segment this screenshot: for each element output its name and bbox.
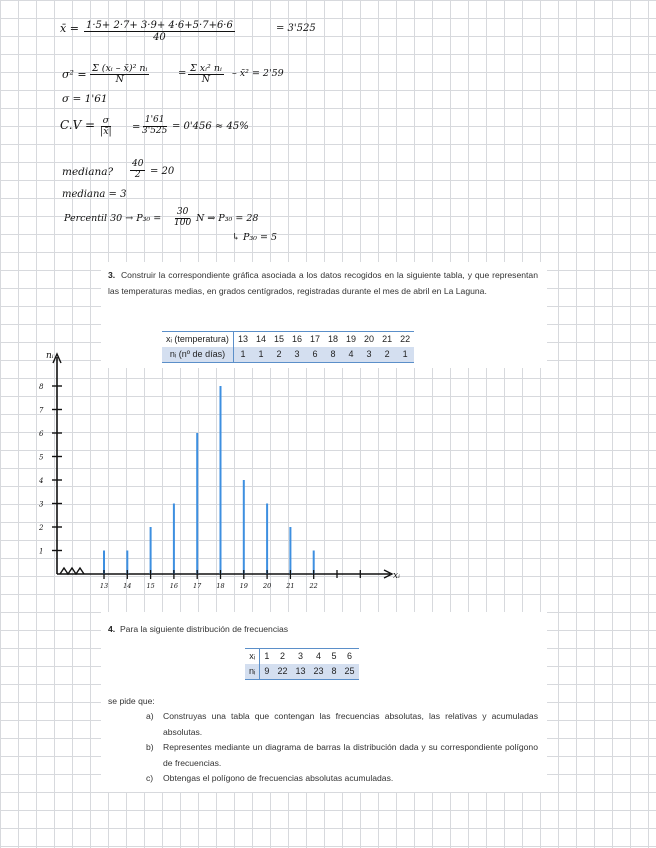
table-cell: 1	[396, 347, 414, 363]
list-item-text: Representes mediante un diagrama de barras la distribución dada y su correspondiente polígono de frecuencias.	[163, 742, 538, 768]
y-tick-label: 7	[39, 406, 44, 415]
x-tick-label: 13	[99, 582, 109, 590]
x-tick-label: 16	[169, 582, 179, 590]
table-cell: 6	[306, 347, 324, 363]
cv-fraction-1	[100, 116, 112, 138]
median-numerator: 40	[132, 159, 144, 169]
cv-result: = 0'456 ≈ 45%	[172, 121, 249, 132]
xi-row-label: xᵢ	[245, 649, 260, 665]
x-tick-label: 18	[216, 582, 225, 590]
percentile-numerator: 30	[176, 207, 189, 217]
table-cell: 8	[327, 664, 340, 680]
median-denominator: 2	[134, 169, 141, 180]
exercise-3-statement: Construir la correspondiente gráfica asociada a los datos recogidos en la siguiente tabla, y que representan las temperaturas medias, en grados centígrados, registradas durante el mes de abril en La Laguna.	[108, 270, 538, 296]
cv-denominator-1: |x̄|	[100, 126, 112, 138]
list-item	[108, 740, 538, 771]
y-axis-label: nᵢ	[46, 351, 54, 361]
x-tick-label: 17	[193, 582, 202, 590]
mean-numerator: 1·5+ 2·7+ 3·9+ 4·6+5·7+6·6	[86, 20, 233, 31]
table-cell: 4	[342, 347, 360, 363]
table-cell: 2	[378, 347, 396, 363]
ni-row-label: nᵢ	[245, 664, 260, 680]
table-cell: 1	[260, 649, 274, 665]
cv-fraction-2	[142, 116, 167, 137]
days-row-label: nᵢ (nº de días)	[162, 347, 233, 363]
y-tick-label: 4	[39, 477, 44, 485]
table-cell: 4	[309, 649, 327, 665]
table-cell: 2	[273, 649, 291, 665]
table-cell: 3	[360, 347, 378, 363]
table-cell: 5	[327, 649, 340, 665]
mean-denominator: 40	[153, 32, 166, 43]
y-tick-label: 8	[39, 383, 44, 391]
table-cell: 1	[252, 347, 270, 363]
temperature-bar-chart	[0, 345, 656, 605]
median-question: mediana?	[62, 166, 114, 178]
cv-numerator-2: 1'61	[144, 115, 165, 125]
exercise-3-text	[108, 268, 538, 299]
variance-fraction-2	[188, 64, 224, 86]
table-cell: 22	[396, 332, 414, 348]
table-cell: 22	[273, 664, 291, 680]
y-tick-label: 3	[39, 500, 44, 509]
axis-break	[60, 568, 84, 574]
x-axis-label: xᵢ	[393, 571, 400, 581]
table-cell: 3	[288, 347, 306, 363]
median-half: = 20	[150, 166, 175, 177]
table-cell: 14	[252, 332, 270, 348]
table-cell: 13	[291, 664, 309, 680]
x-tick-label: 15	[146, 582, 155, 590]
exercise-3-number: 3.	[108, 270, 116, 280]
variance-numerator-1: Σ (xᵢ – x̄)² nᵢ	[92, 63, 148, 74]
table-cell: 2	[270, 347, 288, 363]
mean-label: x̄ =	[60, 22, 79, 35]
list-item-marker: b)	[146, 742, 154, 752]
list-item-marker: a)	[146, 711, 154, 721]
frequency-table	[245, 648, 359, 680]
mean-fraction	[84, 20, 235, 43]
mean-result: = 3'525	[276, 23, 316, 34]
table-cell: 3	[291, 649, 309, 665]
table-cell: 15	[270, 332, 288, 348]
table-cell: 17	[306, 332, 324, 348]
cv-equals: =	[132, 122, 141, 133]
table-cell: 21	[378, 332, 396, 348]
cv-label: C.V =	[60, 118, 96, 132]
variance-numerator-2: Σ xᵢ² nᵢ	[190, 63, 222, 74]
list-item-text: Obtengas el polígono de frecuencias absolutas acumuladas.	[163, 773, 394, 783]
y-tick-label: 2	[39, 524, 44, 532]
table-cell: 8	[324, 347, 342, 363]
exercise-4-list	[108, 709, 538, 787]
list-item	[108, 771, 538, 787]
variance-equals: =	[178, 68, 187, 79]
table-cell: 25	[341, 664, 359, 680]
percentile-fraction	[174, 208, 191, 229]
table-cell: 20	[360, 332, 378, 348]
table-cell: 1	[233, 347, 252, 363]
percentile-label: Percentil 30 → P₃₀ =	[64, 213, 162, 224]
table-cell: 18	[324, 332, 342, 348]
exercise-4-intro: se pide que:	[108, 696, 155, 706]
y-tick-label: 6	[39, 430, 44, 438]
y-tick-label: 5	[39, 453, 44, 462]
variance-denominator-1: N	[115, 74, 124, 86]
percentile-answer: ↳ P₃₀ = 5	[232, 232, 278, 243]
temperature-row-label: xᵢ (temperatura)	[162, 332, 233, 348]
x-tick-label: 19	[239, 582, 248, 590]
percentile-result: N ⇒ P₃₀ = 28	[196, 213, 259, 224]
median-fraction	[130, 160, 145, 181]
table-cell: 23	[309, 664, 327, 680]
table-cell: 6	[341, 649, 359, 665]
variance-denominator-2: N	[201, 74, 211, 86]
cv-denominator-2: 3'525	[142, 125, 168, 136]
table-cell: 13	[233, 332, 252, 348]
list-item	[108, 709, 538, 740]
variance-result: – x̄² = 2'59	[232, 68, 284, 79]
percentile-denominator: 100	[174, 217, 192, 228]
x-tick-label: 22	[309, 582, 318, 590]
x-tick-label: 14	[123, 582, 132, 590]
table-cell: 19	[342, 332, 360, 348]
x-tick-label: 20	[262, 582, 272, 590]
exercise-4-heading	[108, 622, 538, 638]
list-item-marker: c)	[146, 773, 154, 783]
std-dev: σ = 1'61	[62, 93, 108, 105]
exercise-4-number: 4.	[108, 624, 116, 634]
variance-fraction-1	[90, 64, 149, 86]
list-item-text: Construyas una tabla que contengan las frecuencias absolutas, las relativas y acumuladas absolutas.	[163, 711, 538, 737]
variance-label: σ² =	[62, 68, 87, 81]
cv-numerator-1: σ	[102, 115, 110, 126]
y-tick-label: 1	[39, 547, 44, 556]
median-answer: mediana = 3	[62, 189, 127, 200]
table-cell: 9	[260, 664, 274, 680]
x-tick-label: 21	[286, 582, 295, 590]
exercise-4-title: Para la siguiente distribución de frecuencias	[119, 624, 289, 634]
table-cell: 16	[288, 332, 306, 348]
